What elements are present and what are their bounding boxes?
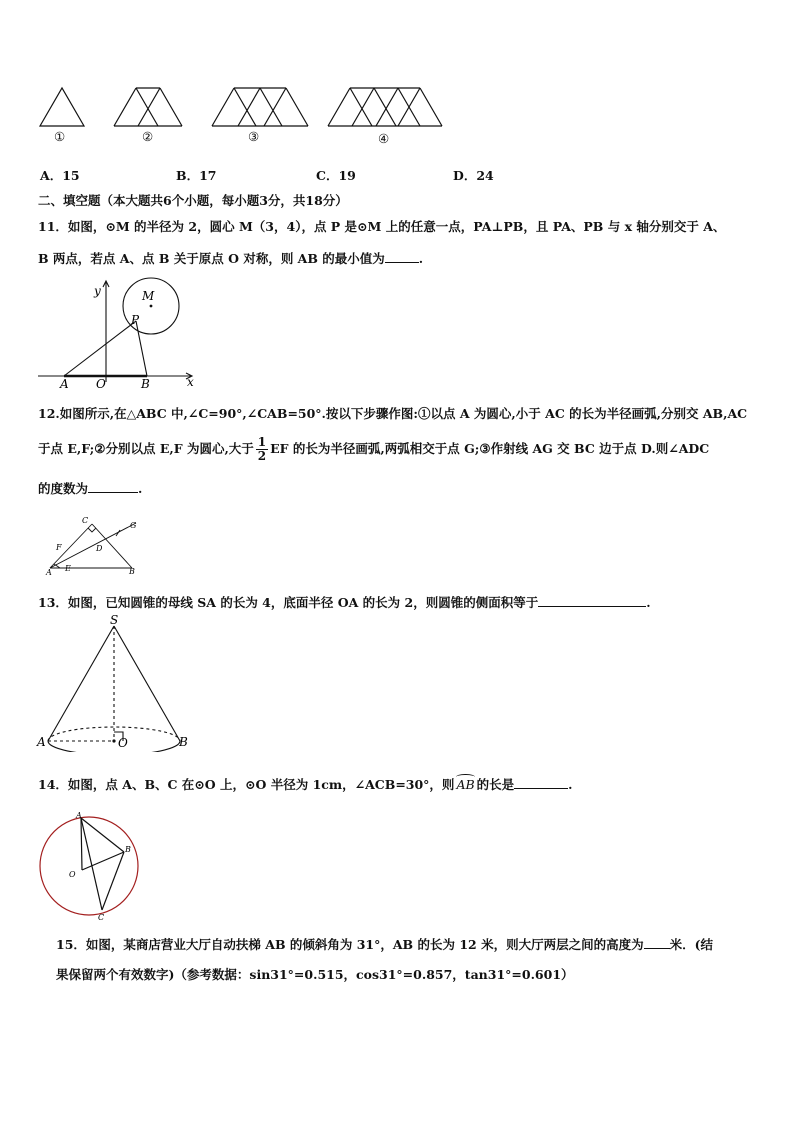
label-A: A: [76, 811, 82, 820]
q12-end: .: [138, 481, 143, 496]
q12-line2a: 于点 E,F;②分别以点 E,F 为圆心,大于: [38, 441, 254, 456]
label-O: O: [118, 736, 128, 750]
fraction-one-half: [256, 436, 268, 463]
arc-mark: [456, 774, 474, 780]
label-C: C: [98, 913, 105, 922]
figure-label-1: ①: [54, 129, 66, 144]
q11-line1: 11．如图，⊙M 的半径为 2，圆心 M（3，4），点 P 是⊙M 上的任意一点，PA⊥PB，且 PA、PB 与 x 轴分别交于 A、: [38, 219, 726, 234]
answer-blank: [88, 480, 138, 493]
q15-line2: 果保留两个有效数字)（参考数据：sin31°=0.515，cos31°=0.857，tan31°=0.601）: [56, 967, 574, 982]
answer-blank: [538, 594, 646, 607]
label-E: E: [65, 564, 71, 573]
q11-coordinate-figure: [36, 276, 202, 390]
q10-pattern-figures: [30, 80, 460, 152]
q13-cone-figure: [34, 612, 194, 752]
choice-b: B．17: [176, 168, 217, 183]
pattern-figure-2: [114, 88, 182, 126]
answer-blank: [644, 936, 670, 949]
q15-line1-text: 15．如图，某商店营业大厅自动扶梯 AB 的倾斜角为 31°，AB 的长为 12 米，则大厅两层之间的高度为: [56, 937, 644, 952]
label-D: D: [96, 544, 103, 553]
section-heading: 二、填空题（本大题共6个小题，每小题3分，共18分）: [38, 193, 348, 208]
label-S: S: [110, 613, 119, 627]
pattern-figure-4: [328, 88, 442, 126]
q12-line3: [38, 480, 142, 497]
q12-line1: 12.如图所示,在△ABC 中,∠C=90°,∠CAB=50°.按以下步骤作图:①以点 A 为圆心,小于 AC 的长为半径画弧,分别交 AB,AC: [38, 406, 748, 421]
label-G: G: [130, 521, 137, 530]
q12-triangle-figure: [40, 512, 150, 576]
q15-line1b: 米．(结: [669, 937, 713, 952]
choice-c: C．19: [316, 168, 356, 183]
q11-line2-text: B 两点，若点 A、点 B 关于原点 O 对称，则 AB 的最小值为: [38, 251, 385, 266]
q12-line2b: EF 的长为半径画弧,两弧相交于点 G;③作射线 AG 交 BC 边于点 D.则∠ADC: [270, 441, 710, 456]
q15-line1: [56, 936, 713, 953]
figure-label-4: ④: [378, 131, 390, 146]
label-F: F: [56, 543, 62, 552]
label-x: x: [187, 375, 194, 389]
q13-end: .: [646, 595, 651, 610]
pattern-figure-3: [212, 88, 308, 126]
q14-line1a: 14．如图，点 A、B、C 在⊙O 上，⊙O 半径为 1cm，∠ACB=30°，则: [38, 777, 455, 792]
fraction-numerator: 1: [257, 435, 267, 449]
label-y: y: [94, 284, 101, 298]
label-B: B: [129, 567, 135, 576]
choice-a: A．15: [40, 168, 80, 183]
q13-line1-text: 13．如图，已知圆锥的母线 SA 的长为 4，底面半径 OA 的长为 2，则圆锥的侧面积等于: [38, 595, 539, 610]
q14-circle-figure: [34, 810, 144, 922]
label-A: A: [37, 735, 46, 749]
q12-line3-text: 的度数为: [38, 481, 89, 496]
arc-ab: [456, 777, 474, 793]
q11-end: .: [418, 251, 424, 266]
q13-line1: [38, 594, 651, 611]
q14-end: .: [568, 777, 573, 792]
answer-blank: [385, 250, 419, 263]
label-B: B: [125, 845, 131, 854]
label-A: A: [46, 568, 52, 576]
label-C: C: [82, 516, 89, 525]
label-B: B: [141, 377, 150, 390]
fraction-denominator: 2: [257, 449, 267, 463]
arc-ab-label: AB: [456, 777, 475, 792]
figure-label-3: ③: [248, 129, 260, 144]
label-O: O: [96, 377, 106, 390]
choice-d: D．24: [453, 168, 494, 183]
label-O: O: [69, 870, 76, 879]
label-A: A: [60, 377, 69, 390]
figure-label-2: ②: [142, 129, 154, 144]
pattern-figure-1: [40, 88, 84, 126]
label-B: B: [179, 735, 188, 749]
q14-line1b: 的长是: [476, 777, 515, 792]
q11-line2: [38, 250, 423, 267]
q12-line2: [38, 434, 709, 464]
label-P: P: [131, 313, 140, 327]
answer-blank: [514, 776, 568, 789]
q14-line1: [38, 776, 573, 793]
label-M: M: [142, 289, 155, 303]
